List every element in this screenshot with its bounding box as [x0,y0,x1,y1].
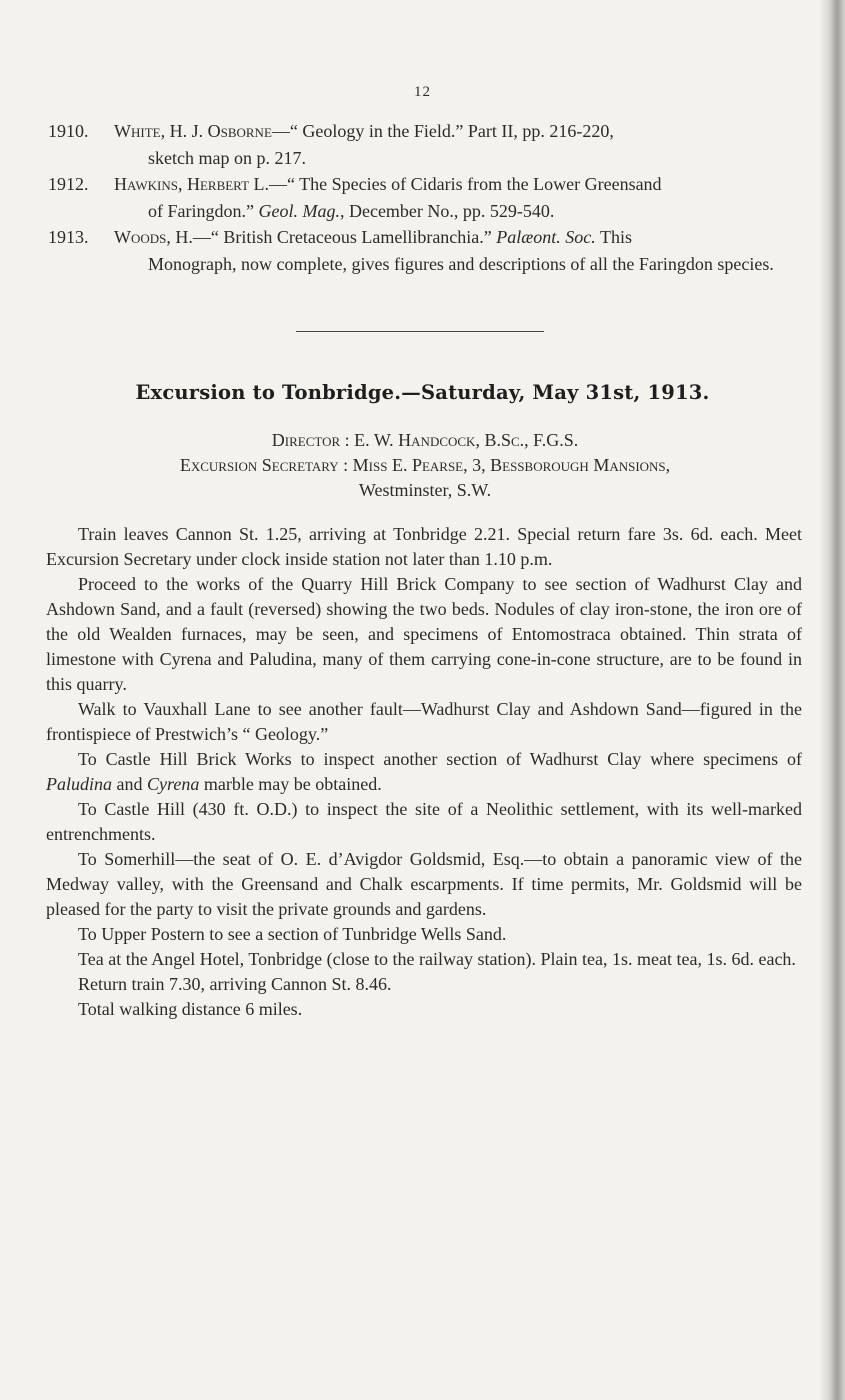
page-binding-shadow [819,0,845,1400]
bibliography-list [48,118,804,277]
reference-year: 1910. [48,121,89,141]
reference-continuation-start: This [599,227,632,247]
itinerary-paragraph: Train leaves Cannon St. 1.25, arriving at Tonbridge 2.21. Special return fare 3s. 6d. each. Meet Excursion Secretary under clock inside station not later than 1.10 p.m. [46,524,802,569]
paragraph-text: marble may be obtained. [203,774,382,794]
reference-journal: Palæont. Soc. [496,227,596,247]
reference-author: Hawkins, Herbert L. [114,174,270,194]
director-line [40,428,810,453]
excursion-itinerary [46,522,802,1022]
reference-details: , December No., pp. 529-540. [339,200,555,221]
reference-title: —“ The Species of Cidaris from the Lower Greensand [269,174,662,194]
reference-continuation: of Faringdon.” [148,200,254,221]
reference-author: Woods, H. [114,227,193,247]
excursion-title: Excursion to Tonbridge.—Saturday, May 31st, 1913. [135,381,710,404]
secretary-label: Excursion Secretary : [179,455,349,475]
reference-title: —“ Geology in the Field.” Part II, pp. 216-220, [271,121,614,141]
reference-journal: Geol. Mag. [258,200,340,221]
director-name: E. W. Handcock, B.Sc., F.G.S. [354,430,579,450]
itinerary-paragraph: To Castle Hill (430 ft. O.D.) to inspect the site of a Neolithic settlement, with its well-marked entrenchments. [46,799,802,844]
paragraph-text: To Castle Hill Brick Works to inspect another section of Wadhurst Clay where specimens of [78,749,802,769]
reference-title: —“ British Cretaceous Lamellibranchia.” [192,227,492,247]
paragraph-italic: Cyrena [147,774,200,794]
itinerary-paragraph: Return train 7.30, arriving Cannon St. 8.46. [78,974,392,994]
reference-continuation: Monograph, now complete, gives figures and descriptions of all the Faringdon species. [148,253,774,274]
reference-year: 1912. [48,174,89,194]
secretary-name: Miss E. Pearse, 3, Bessborough Mansions, [352,455,671,475]
paragraph-text: and [116,774,143,794]
secretary-address: Westminster, S.W. [358,480,492,500]
itinerary-paragraph: Proceed to the works of the Quarry Hill Brick Company to see section of Wadhurst Clay and Ashdown Sand, and a fault (reversed) showing the two beds. Nodules of clay iron-stone, the iron ore of the old Wealden furnaces, may be seen, and specimens of Entomostraca obtained. Thin strata of limestone with Cyrena and Paludina, many of them carrying cone-in-cone structure, are to be found in this quarry. [46,574,802,694]
excursion-officials [40,428,810,503]
reference-entry [48,224,804,277]
itinerary-paragraph: To Upper Postern to see a section of Tunbridge Wells Sand. [78,924,507,944]
itinerary-paragraph: Tea at the Angel Hotel, Tonbridge (close to the railway station). Plain tea, 1s. meat tea, 1s. 6d. each. [78,949,796,969]
reference-line [114,224,804,251]
section-divider [296,331,544,332]
reference-continuation: sketch map on p. 217. [148,147,306,168]
reference-line [114,171,804,198]
reference-author: White, H. J. Osborne [114,121,272,141]
reference-year: 1913. [48,227,89,247]
reference-line [114,118,804,145]
page-number: 12 [414,84,431,100]
reference-entry [48,171,804,224]
paragraph-italic: Paludina [46,774,112,794]
director-label: Director : [271,430,350,450]
itinerary-paragraph [46,747,802,797]
itinerary-paragraph: To Somerhill—the seat of O. E. d’Avigdor Goldsmid, Esq.—to obtain a panoramic view of the Medway valley, with the Greensand and Chalk escarpments. If time permits, Mr. Goldsmid will be pleased for the party to visit the private grounds and gardens. [46,849,802,919]
reference-entry [48,118,804,171]
itinerary-paragraph: Walk to Vauxhall Lane to see another fault—Wadhurst Clay and Ashdown Sand—figured in the frontispiece of Prestwich’s “ Geology.” [46,699,802,744]
secretary-line [40,453,810,478]
itinerary-paragraph: Total walking distance 6 miles. [78,999,303,1019]
